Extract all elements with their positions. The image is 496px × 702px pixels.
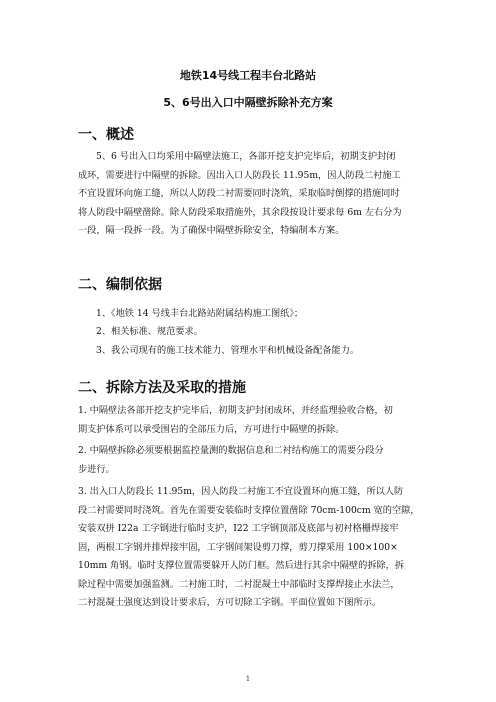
text-line: 固，两根工字钢并排焊接牢固，工字钢间架设剪刀撑，剪刀撑采用 100×100× [78,541,398,553]
section-heading-overview: 一、概述 [78,127,134,143]
text-line: 步进行。 [78,463,115,475]
document-title: 地铁14号线工程丰台北路站 [179,69,317,82]
text-line: 二衬混凝土强度达到设计要求后，方可切除工字钢。平面位置如下图所示。 [78,597,382,608]
section-heading-method: 二、拆除方法及采取的措施 [78,380,246,396]
text-line: 3. 出入口人防段长 11.95m，因人防段二衬施工不宜设置环向施工缝，所以人防 [78,486,404,497]
method-paragraph [78,442,424,479]
text-line: 期支护体系可以承受围岩的全部压力后，方可进行中隔壁的拆除。 [78,423,345,435]
document-subtitle: 5、6号出入口中隔壁拆除补充方案 [163,96,333,109]
basis-item: 3、我公司现有的施工技术能力、管理水平和机械设备配备能力。 [96,345,360,356]
text-line: 一段，隔一段拆一段。为了确保中隔壁拆除安全，特编制本方案。 [78,225,345,236]
section-heading-basis: 二、编制依据 [78,277,162,293]
method-paragraph [78,402,424,439]
text-line: 将人防段中隔壁凿除。除人防段采取措施外，其余段按设计要求每 6m 左右分为 [78,206,402,218]
text-line: 不宜设置环向施工缝，所以人防段二衬需要同时浇筑，采取临时倒撑的措施同时 [78,188,400,199]
text-line: 2. 中隔壁拆除必须要根据监控量测的数据信息和二衬结构施工的需要分段分 [78,445,384,456]
method-paragraph [78,483,424,613]
text-line: 段二衬需要同时浇筑。首先在需要安装临时支撑位置凿除 70cm-100cm 宽的空隙， [78,504,420,516]
overview-paragraph [78,148,424,241]
basis-item: 1、《地铁 14 号线丰台北路站附属结构施工图纸》； [96,308,304,319]
text-line: 安装双拼 I22a 工字钢进行临时支护，I22 工字钢顶部及底部与初衬格栅焊接牢 [78,523,399,534]
text-line: 除过程中需要加强监测。二衬施工时，二衬混凝土中部临时支撑焊接止水法兰， [78,578,400,590]
page-number: 1 [245,675,251,683]
basis-item: 2、相关标准、规范要求。 [96,326,203,337]
text-line: 10mm 角钢。临时支撑位置需要躲开人防门框。然后进行其余中隔壁的拆除，拆 [78,560,405,571]
text-line: 1. 中隔壁法各部开挖支护完毕后，初期支护封闭成环，并经监理验收合格，初 [78,405,393,416]
text-line: 5、6 号出入口均采用中隔壁法施工，各部开挖支护完毕后，初期支护封闭 [96,151,396,162]
text-line: 成环，需要进行中隔壁的拆除。因出入口人防段长 11.95m，因人防段二衬施工 [78,169,401,181]
